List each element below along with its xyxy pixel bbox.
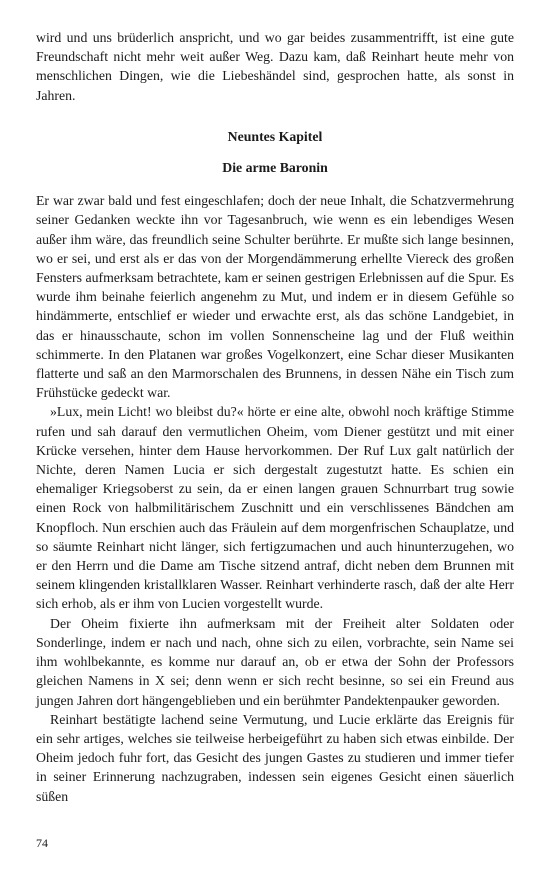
paragraph-1: Er war zwar bald und fest eingeschlafen; doch der neue Inhalt, die Schatzvermehrung seiner Gedanken weckte ihn vor Tagesanbruch, wie wenn es ein lebendiges Wesen außer ihm wäre, das freundlich seine Schulter berührte. Er mußte sich lange besinnen, wo er sei, und erst als er das von der Morgendämmerung erhellte Viereck des großen Fensters aufmerksam betrachtete, kam er seinen gestrigen Erlebnissen auf die Spur. Es wurde ihm beinahe feierlich angenehm zu Mut, und indem er in diesem Gefühle so hindämmerte, entschlief er wieder und erwachte erst, als das schöne Landgebiet, in das er hinausschaute, schon im vollen Sonnenscheine lag und der Fluß weithin schimmerte. In den Platanen war großes Vogelkonzert, eine Schar dieser Musikanten flatterte und saß an den Marmorschalen des Brunnens, in dessen Nähe ein Tisch zum Frühstücke gedeckt war. bbox=[36, 193, 514, 401]
book-page bbox=[36, 28, 514, 806]
page-number: 74 bbox=[36, 836, 48, 850]
paragraph-continuation: wird und uns brüderlich anspricht, und wo gar beides zusammentrifft, ist eine gute Freundschaft nicht mehr weit außer Weg. Dazu kam, daß Reinhart heute mehr von menschlichen Dingen, wie die Liebeshändel sind, gesprochen hatte, als sonst in Jahren. bbox=[36, 30, 514, 103]
chapter-title: Die arme Baronin bbox=[222, 160, 328, 176]
chapter-number-heading: Neuntes Kapitel bbox=[227, 128, 323, 144]
paragraph-3: Der Oheim fixierte ihn aufmerksam mit der Freiheit alter Soldaten oder Sonderlinge, indem er nach und nach, ohne sich zu eilen, vorbrachte, sein Name sei ihm wohlbekannte, es komme nur darauf an, ob er etwa der Sohn der Professors gleichen Namens in X sei; denn wenn er sich recht besinne, so sei ein Freund aus jungen Jahren dort hängengeblieben und ein berühmter Pandektenpauker geworden. bbox=[36, 615, 514, 708]
paragraph-4: Reinhart bestätigte lachend seine Vermutung, und Lucie erklärte das Ereignis für ein sehr artiges, welches sie teilweise herbeigeführt zu haben sich etwas einbilde. Der Oheim jedoch fuhr fort, das Gesicht des jungen Gastes zu studieren und immer tiefer in seiner Erinnerung nachzugraben, indessen sein eigenes Gesicht einen säuerlich süßen bbox=[36, 711, 514, 804]
paragraph-2: »Lux, mein Licht! wo bleibst du?« hörte er eine alte, obwohl noch kräftige Stimme rufen und sah darauf den vermutlichen Oheim, vom Diener gestützt und mit einer Krücke versehen, hinter dem Hause hervorkommen. Der Ruf Lux galt natürlich der Nichte, deren Namen Lucia er sich dergestalt zugestutzt hatte. Es schien ein ehemaliger Kriegsoberst zu sein, da er einen langen grauen Schnurrbart trug sowie einen Rock von halbmilitärischem Zuschnitt und ein verschlissenes Bändchen am Knopfloch. Nun erschien auch das Fräulein auf dem morgenfrischen Schauplatze, und so säumte Reinhart nicht länger, sich fertigzumachen und auch hinunterzugehen, wo er den Herrn und die Dame am Tische sitzend antraf, dicht neben dem Brunnen mit seinem klingenden kristallklaren Wasser. Reinhart verhinderte rasch, daß der alte Herr sich erhob, als er ihm von Lucien vorgestellt wurde. bbox=[36, 404, 514, 612]
